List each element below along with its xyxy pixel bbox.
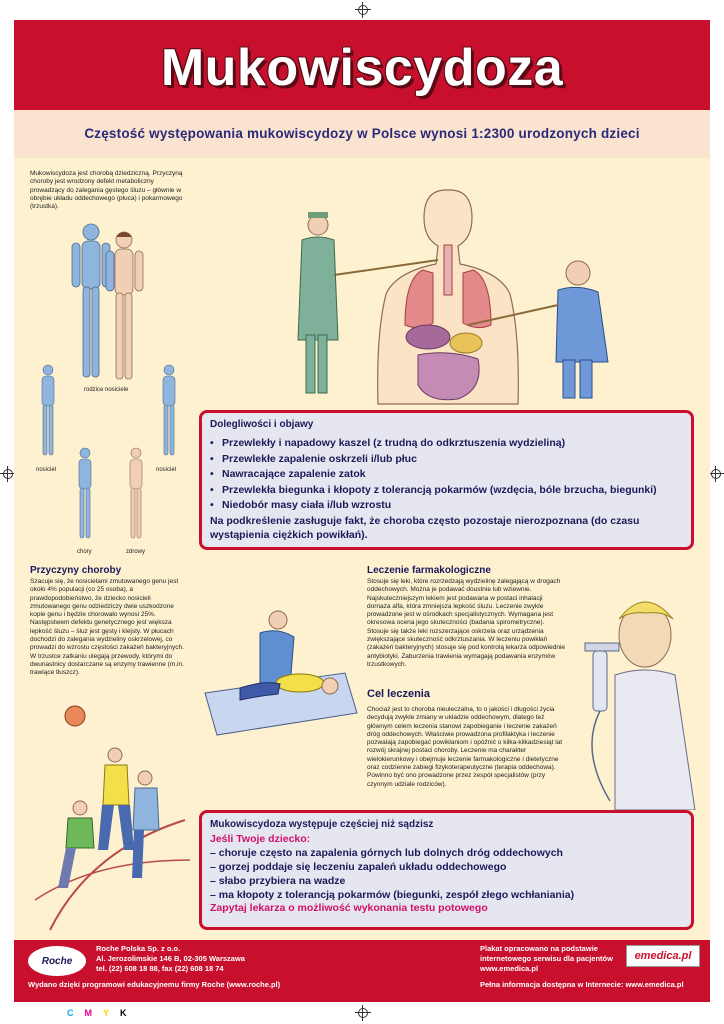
full-info-link[interactable]: Pełna informacja dostępna w Internecie: www.emedica.pl	[480, 980, 684, 989]
anatomy-illustration	[278, 185, 628, 410]
plaque-line-1: Plakat opracowano na podstawie	[480, 944, 598, 953]
cmyk-m: M	[84, 1008, 103, 1018]
causes-text: Szacuje się, że nosicielami zmutowanego genu jest około 4% populacji (co 25 osoba), a prawdopodobieństwo, że dziecko nosicieli zmutowanego genu odziedziczy dwie uszkodzone kopie genu i będzie chorowało wynosi 25%. Następstwem defektu genetycznego jest większa lepkość śluzu – śluz jest gęsty i klejsty. W płucach dochodzi do zalegania wydzieliny oskrzelowej, co prowadzi do wzrostu częstości zakażeń bakteryjnych. W trzustce zatkaniu ulegają przewody, którymi do dwunastnicy dostarczane są enzymy trawienne (m.in. trawiące tłuszcz).	[30, 578, 184, 677]
company-name: Roche Polska Sp. z o.o.	[96, 944, 181, 953]
list-item: – gorzej poddaje się leczeniu zapaleń układu oddechowego	[210, 861, 507, 873]
player-yellow	[98, 748, 134, 850]
list-item: – choruje często na zapalenia górnych lub dolnych dróg oddechowych	[210, 847, 563, 859]
awareness-box	[199, 810, 694, 930]
cmyk-y: Y	[103, 1008, 121, 1018]
crop-mark-top	[355, 2, 371, 18]
plaque-line-2: internetowego serwisu dla pacjentów	[480, 954, 613, 963]
symptoms-heading: Dolegliwości i objawy	[210, 419, 314, 430]
label-healthy: zdrowy	[126, 549, 146, 555]
pharma-text: Stosuje się leki, które rozrzedzają wydzielinę zalegającą w drogach oddechowych. Można je podawać doustnie lub wziewnie. Najskuteczniejszym lekiem jest podawana w postaci inhalacji dornaza alfa, która zmniejsza lepkość śluzu. Leczenie zwykle prowadzone jest w ośrodkach specjalistycznych. Wymagana jest okresowa ocena jego skuteczności (badania spirometryczne). Stosuje się także leki rozszerzające oskrzela oraz urządzenia zwiększające skuteczność odkrztuszania. W leczeniu powikłań (zakażeń bakteryjnych) stosuje się pod kontrolą lekarza odpowiednie antybiotyki. Zaburzenia trawienia wymagają podawania enzymów trzustkowych.	[367, 578, 565, 668]
child-sick	[79, 448, 91, 538]
cmyk-c: C	[67, 1008, 85, 1018]
list-item: • Przewlekły i napadowy kaszel (z trudną do odkrztuszenia wydzieliną)	[210, 436, 683, 452]
list-item: • Nawracające zapalenie zatok	[210, 467, 683, 483]
label-parents: rodzice nosiciele	[84, 387, 129, 393]
goal-text: Chociaż jest to choroba nieuleczalna, to o jakości i długości życia decydują zwykle zmiany w układzie oddechowym, dlatego też głównym celem leczenia stanowi zapobieganie i leczenie zakażeń dróg oddechowych. Właściwie prowadzona profilaktyka i leczenie pozwalają zapobiegać powikłaniom i opóźnić o kilka-kilkadziesiąt lat rozwój skrajnej postaci choroby. Leczenie ma charakter wielokierunkowy i obejmuje leczenie farmakologiczne i dietetyczne oraz codzienne zabiegi fizykoterapeutyczne (terapia oddechowa). Powinno być ono prowadzone przez zespół specjalistów (przy czynnym udziale rodziców).	[367, 706, 563, 788]
basketball-icon	[65, 706, 85, 726]
crop-mark-right	[708, 466, 724, 482]
basketball-illustration	[30, 700, 195, 935]
label-sick: chory	[77, 549, 92, 555]
company-address: Al. Jerozolimskie 146 B, 02-305 Warszawa	[96, 954, 245, 963]
inhaler-icon	[585, 643, 619, 651]
label-carrier-left: nosiciel	[36, 467, 57, 473]
symptoms-note: Na podkreślenie zasługuje fakt, że choroba często pozostaje nierozpoznana (do czasu wystąpienia ciężkich powikłań).	[210, 514, 640, 541]
parent-carrier-figure	[72, 224, 110, 377]
footer	[14, 940, 710, 1002]
crop-mark-bottom	[355, 1005, 371, 1021]
awareness-heading: Mukowiscydoza występuje częściej niż sądzisz	[210, 819, 434, 830]
symptoms-box	[199, 410, 694, 550]
list-item: • Przewlekłe zapalenie oskrzeli i/lub płuc	[210, 452, 683, 468]
list-item: • Niedobór masy ciała i/lub wzrostu	[210, 498, 683, 514]
label-carrier-right: nosiciel	[156, 467, 177, 473]
cmyk-marks	[67, 1008, 138, 1018]
awareness-lead: Jeśli Twoje dziecko:	[210, 833, 311, 845]
plaque-line-3: www.emedica.pl	[480, 964, 539, 973]
goal-heading: Cel leczenia	[367, 688, 430, 700]
pharma-heading: Leczenie farmakologiczne	[367, 565, 491, 576]
list-item: • Przewlekła biegunka i kłopoty z tolerancją pokarmów (wzdęcia, bóle brzucha, biegunki)	[210, 483, 683, 499]
awareness-closing: Zapytaj lekarza o możliwość wykonania testu potowego	[210, 902, 488, 914]
intro-text: Mukowiscydoza jest chorobą dziedziczną. Przyczyną choroby jest wrodzony defekt metaboliczny prowadzący do zalegania gęstego śluzu – głównie w obrębie układu oddechowego (płuca) i pokarmowego (trzustka).	[30, 170, 183, 211]
inhalation-illustration	[575, 585, 700, 810]
child-carrier-right	[163, 365, 175, 455]
child-carrier-left	[42, 365, 54, 455]
list-item: – słabo przybiera na wadze	[210, 875, 346, 887]
poster-title: Mukowiscydoza	[160, 39, 564, 97]
parent-carrier-figure-2	[106, 232, 143, 379]
roche-logo: Roche	[28, 946, 86, 976]
list-item: – ma kłopoty z tolerancją pokarmów (biegunki, zespół złego wchłaniania)	[210, 889, 575, 901]
cmyk-k: K	[120, 1008, 138, 1018]
child-healthy	[130, 448, 142, 538]
company-phone: tel. (22) 608 18 88, fax (22) 608 18 74	[96, 964, 224, 973]
thanks-note: Wydano dzięki programowi edukacyjnemu firmy Roche (www.roche.pl)	[28, 980, 281, 989]
causes-heading: Przyczyny choroby	[30, 565, 122, 576]
symptoms-list	[210, 436, 683, 514]
poster-subtitle: Częstość występowania mukowiscydozy w Polsce wynosi 1:2300 urodzonych dzieci	[84, 126, 640, 141]
title-banner	[14, 20, 710, 110]
emedica-logo: emedica.pl	[626, 945, 700, 967]
physiotherapy-illustration	[200, 598, 360, 738]
